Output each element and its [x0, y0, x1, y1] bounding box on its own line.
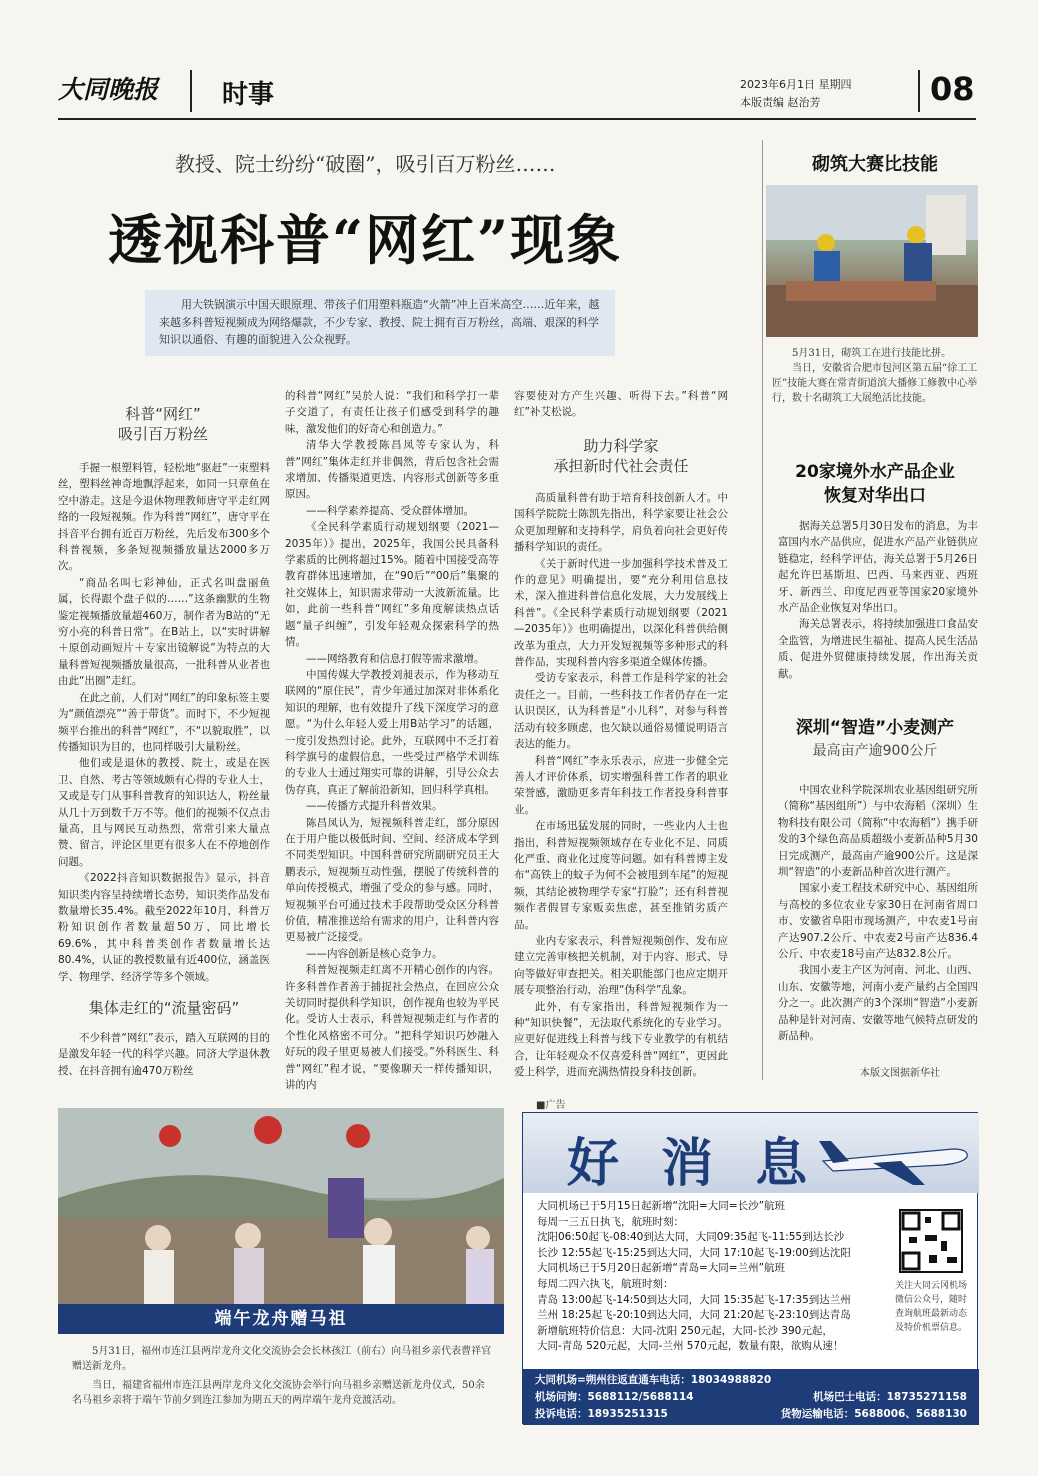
masthead-logo [58, 70, 186, 110]
title-line: 深圳“智造”小麦测产 [795, 718, 955, 738]
headline: 透视科普“网红”现象 [108, 208, 623, 272]
paragraph: 海关总署表示，将持续加强进口食品安全监管，为增进民生福祉、提高人民生活品质、促进外贸健康持续发展，作出海关贡献。 [778, 618, 978, 680]
paragraph: “商品名叫七彩神仙，正式名叫盘丽鱼属，长得跟个盘子似的……”这条幽默的生物鉴定视频播放量超460万，制作者为B站的“无穷小亮的科普日常”。在B站上，以“实时讲解＋原创动画短片＋专家出镜解说”为特点的大量科普短视频播放量很高，一批科普从业者也由此“出圈”走红。 [58, 576, 270, 688]
page-number: 08 [930, 70, 975, 108]
title-line: 最高亩产逾900公斤 [812, 743, 938, 759]
title-line: 恢复对华出口 [824, 486, 926, 506]
ad-line: 每周一三五日执飞，航班时刻： [537, 1215, 684, 1228]
lead-box [145, 290, 615, 356]
ad-footer-row [535, 1389, 967, 1406]
ad-tag: ■广告 [536, 1100, 566, 1111]
col1-subhead [58, 404, 268, 444]
dragon-boat-caption [72, 1344, 492, 1408]
paragraph: 据海关总署5月30日发布的消息，为丰富国内水产品供应，促进水产品产业链供应链稳定，经科学评估，海关总署于5月26日起允许巴基斯坦、巴西、马来西亚、西班牙、新西兰、印度尼西亚等国家20家境外水产品企业恢复对华出口。 [778, 520, 978, 615]
sidebar-story1-title: 砌筑大赛比技能 [812, 154, 938, 175]
section-title: 时事 [222, 80, 275, 110]
col1-subhead-2: 集体走红的“流量密码” [88, 999, 240, 1017]
caption-line: 5月31日，福州市连江县两岸龙舟文化交流协会会长林孩江（前右）向马祖乡亲代表曹祥官赠送新龙舟。 [72, 1346, 492, 1372]
header-rule [58, 118, 976, 120]
photo-title: 端午龙舟赠马祖 [214, 1309, 348, 1329]
paragraph: 国家小麦工程技术研究中心、基因组所与高校的多位农业专家30日在河南省周口市、安徽省阜阳市现场测产，中农麦1号亩产达907.2公斤、中农麦2号亩产达836.4公斤、中农麦18号亩产达832.8公斤。 [778, 882, 978, 961]
ad-footer-item: 投诉电话：18935251315 [535, 1408, 668, 1420]
paragraph: 我国小麦主产区为河南、河北、山西、山东、安徽等地，河南小麦产量约占全国四分之一。此次测产的3个深圳“智造”小麦新品种是针对河南、安徽等地气候特点研发的新品种。 [778, 964, 978, 1043]
paragraph: 《全民科学素质行动规划纲要（2021—2035年）》提出，2025年，我国公民具备科学素质的比例将超过15%。随着中国接受高等教育群体迅速增加，在“90后”“00后”集聚的社交媒体上，知识需求带动一大波新流量。比如，此前一些科普“网红”多角度解读热点话题“量子纠缠”，引发年轻观众探索科学的热情。 [285, 521, 499, 649]
col3-subhead [514, 436, 728, 476]
dragon-boat-photo [58, 1108, 504, 1304]
qr-pattern [901, 1211, 961, 1271]
col1-body-2 [58, 1030, 270, 1080]
photo-title-bar [58, 1304, 504, 1334]
col3-body [514, 490, 728, 1080]
paragraph: 他们或是退休的教授、院士，或是在医卫、自然、考古等领域颇有心得的专业人士，又或是专门从事科普教育的知识达人，粉丝量从几十万到数千万不等。他们的视频不仅点击量高，且与网民互动热烈，常常引来大量点赞、留言，评论区里更有很多人在不停地创作问题。 [58, 757, 270, 868]
kicker: 教授、院士纷纷“破圈”，吸引百万粉丝…… [175, 152, 556, 176]
airplane-icon [813, 1119, 973, 1189]
paragraph: 中国传媒大学教授刘昶表示，作为移动互联网的“原住民”，青少年通过加深对非体系化知识的理解，也有效提升了线下深度学习的意愿。“为什么年轻人爱上用B站学习”的话题，一度引发热烈讨论。此外，互联网中不乏打着科学旗号的虚假信息，一些受过严格学术训练的专业人士通过翔实可靠的讲解，引导公众去伪存真，真正了解前沿新知，回归科学真相。 [285, 668, 499, 796]
dragon-boat-photo-image [58, 1108, 504, 1304]
ad-line: 沈阳06:50起飞-08:40到达大同，大同09:35起飞-11:55到达长沙 [537, 1231, 845, 1244]
col1-body [58, 460, 270, 990]
ad-footer-item: 货物运输电话：5688006、5688130 [780, 1408, 967, 1420]
bricklaying-photo-image [766, 185, 978, 337]
title-line: 20家境外水产品企业 [795, 462, 955, 482]
paragraph: 中国农业科学院深圳农业基因组研究所（简称“基因组所”）与中农海稻（深圳）生物科技有限公司（简称“中农海稻”）携手研发的3个绿色高品质超级小麦新品种5月30日完成测产，最高亩产逾900公斤。这是深圳“智造”的小麦新品种首次进行测产。 [778, 784, 978, 879]
lead-text: 用大铁锅演示中国天眼原理、带孩子们用塑料瓶造“火箭”冲上百米高空……近年来，越来越多科普短视频成为网络爆款，不少专家、教授、院士拥有百万粉丝，高端、艰深的科学知识以通俗、有趣的面貌进入公众视野。 [159, 298, 600, 346]
sidebar-credit: 本版文图据新华社 [860, 1068, 940, 1079]
caption-line: 当日，安徽省合肥市包河区第五届“徐工工匠”技能大赛在常青街道滨大播修工修教中心举行，数十名砌筑工大展绝活比技能。 [772, 363, 978, 404]
paragraph: ——网络教育和信息打假等需求激增。 [306, 652, 485, 665]
qr-code-icon [899, 1209, 963, 1273]
col3-subhead-line2: 承担新时代社会责任 [553, 457, 689, 475]
bricklaying-photo [766, 185, 978, 337]
ad-title: 好 消 息 [567, 1133, 820, 1194]
col1-subhead-line2: 吸引百万粉丝 [117, 425, 208, 443]
paragraph: 在市场迅猛发展的同时，一些业内人士也指出，科普短视频领域存在专业化不足、同质化严重、商业化过度等问题。如有科普博主发布“高铁上的蚊子为何不会被甩到车尾”的短视频，其结论被物理学专家“打脸”；还有科普视频作者假冒专家贩卖焦虑，甚至推销劣质产品。 [514, 820, 728, 931]
ad-line: 青岛 13:00起飞-14:50到达大同，大同 15:35起飞-17:35到达兰州 [537, 1293, 851, 1306]
ad-footer-line: 大同机场=朔州往返直通车电话：18034988820 [535, 1374, 772, 1386]
ad-line: 大同-青岛 520元起，大同-兰州 570元起，数量有限，欲购从速！ [537, 1340, 844, 1353]
column-rule-right [762, 140, 763, 1080]
ad-line: 长沙 12:55起飞-15:25到达大同，大同 17:10起飞-19:00到达沈阳 [537, 1246, 851, 1259]
paragraph: 业内专家表示，科普短视频创作、发布应建立完善审核把关机制，对于内容、形式、导向等做好审查把关。相关职能部门也应定期开展专项整治行动，治理“伪科学”乱象。 [514, 934, 728, 997]
logo-text: 大同晚报 [58, 75, 159, 104]
ad-banner [523, 1113, 979, 1193]
paragraph: ——科学素养提高、受众群体增加。 [306, 504, 474, 517]
caption-line: 当日，福建省福州市连江县两岸龙舟文化交流协会举行向马祖乡亲赠送新龙舟仪式，50余名马祖乡亲将于端午节前夕到连江参加为期五天的两岸端午龙舟竞渡活动。 [72, 1380, 485, 1406]
col2-body [285, 388, 499, 1092]
paragraph: 科普“网红”李永乐表示，应进一步健全完善人才评价体系，切实增强科普工作者的职业荣誉感，激励更多青年科技工作者投身科普事业。 [514, 754, 728, 816]
ad-box [522, 1112, 978, 1424]
ad-line: 每周二四六执飞，航班时刻： [537, 1277, 674, 1290]
date-line: 2023年6月1日 星期四 [740, 78, 852, 91]
header-divider-left [190, 70, 192, 112]
ad-line: 大同机场已于5月15日起新增“沈阳=大同=长沙”航班 [537, 1200, 786, 1212]
paragraph: 受访专家表示，科普工作是科学家的社会责任之一。目前，一些科技工作者仍存在一定认识误区，认为科普是“小儿科”，对参与科普活动有较多顾虑，也欠缺以通俗易懂说明语言表达的能力。 [514, 672, 728, 751]
paragraph: 在此之前，人们对“网红”的印象标签主要为“颜值漂亮”“善于带货”。而时下，不少短视频平台推出的科普“网红”，不“以貌取胜”，以传播知识为目的，也同样吸引大量粉丝。 [58, 691, 270, 753]
col3-body-top [514, 388, 728, 424]
paragraph: 的科普“网红”吴於人说：“我们和科学打一辈子交道了，有责任让孩子们感受到科学的趣味，激发他们的好奇心和创造力。” [285, 390, 499, 435]
paragraph: 此外，有专家指出，科普短视频作为一种“知识快餐”，无法取代系统化的专业学习。应更好促进线上科普与线下专业教学的有机结合，让年轻观众不仅喜爱科普“网红”，更因此爱上科学，进而充满热情投身科技创新。 [514, 1000, 728, 1079]
ad-line: 兰州 18:25起飞-20:10到达大同，大同 21:20起飞-23:10到达青岛 [537, 1309, 851, 1322]
editor-line: 本版责编 赵治芳 [740, 96, 821, 109]
sidebar-story2-body [778, 518, 978, 678]
ad-line: 大同机场已于5月20日起新增“青岛=大同=兰州”航班 [537, 1262, 786, 1275]
paragraph: 手握一根塑料管，轻松地“驱赶”一束塑料丝，塑料丝神奇地飘浮起来，如同一只章鱼在空中游走。这是今退休物理教师唐守平走红网络的一段短视频。作为科普“网红”，唐守平在抖音平台拥有近百万粉丝，先后发布300多个科普视频，多条短视频播放量达2000多万次。 [58, 462, 270, 573]
paragraph: 陈昌凤认为，短视频科普走红，部分原因在于用户能以极低时间、空间、经济成本学到不同类型知识。中国科普研究所副研究员王大鹏表示，短视频互动性强，摆脱了传统科普的单向传授模式，增强了受众的参与感。同时，短视频平台可通过技术手段帮助受众区分科普价值，精准推送给有需求的用户，让科普内容更易被广泛接受。 [285, 816, 499, 944]
paragraph: 《关于新时代进一步加强科学技术普及工作的意见》明确提出，要“充分利用信息技术，深入推进科普信息化发展，大力发展线上科普”。《全民科学素质行动规划纲要（2021—2035年）》也明确提出，以深化科普供给侧改革为重点，大力开发短视频等多种形式的科普作品，实现科普内容多渠道全媒体传播。 [514, 557, 728, 669]
ad-flight-lines [537, 1199, 887, 1355]
ad-footer-item: 机场巴士电话：18735271158 [813, 1391, 967, 1403]
paragraph: 《2022抖音知识数据报告》显示，抖音知识类内容呈持续增长态势，知识类作品发布数量增长35.4%。截至2022年10月，科普万粉知识创作者数量超50万，同比增长69.6%，其中科普类创作者数量增长达80.4%，认证的教授数量有近400位，涵盖医学、物理学、经济学等多个领域。 [58, 872, 270, 983]
ad-footer [523, 1369, 979, 1425]
paragraph: 清华大学教授陈昌凤等专家认为，科普“网红”集体走红并非偶然，背后包含社会需求增加、传播渠道更迭、内容形式创新等多重原因。 [285, 439, 499, 501]
col1-subhead-line1: 科普“网红” [125, 405, 201, 423]
sidebar-story1-caption [772, 346, 978, 406]
ad-footer-row [535, 1406, 967, 1423]
sidebar-story3-title [772, 716, 978, 762]
paragraph: 高质量科普有助于培育科技创新人才。中国科学院院士陈凯先指出，科学家要让社会公众更加理解和支持科学，肩负着向社会更好传播科学知识的责任。 [514, 492, 728, 554]
col3-subhead-line1: 助力科学家 [583, 437, 659, 455]
header-divider-right [918, 70, 920, 112]
caption-line: 5月31日，砌筑工在进行技能比拼。 [792, 348, 952, 359]
sidebar-story3-body [778, 782, 978, 1062]
paragraph: 容要使对方产生兴趣、听得下去。”科普“网红”补艾松说。 [514, 390, 728, 419]
paragraph: ——传播方式提升科普效果。 [306, 800, 443, 813]
qr-caption: 关注大同云冈机场微信公众号，随时查询航班最新动态及特价机票信息。 [895, 1281, 968, 1333]
sidebar-story2-title [772, 460, 978, 508]
ad-footer-item: 机场问询：5688112/5688114 [535, 1391, 694, 1403]
paragraph: ——内容创新是核心竞争力。 [306, 947, 443, 960]
ad-line: 新增航班特价信息：大同-沈阳 250元起，大同-长沙 390元起， [537, 1324, 833, 1337]
paragraph: 不少科普“网红”表示，踏入互联网的目的是激发年轻一代的科学兴趣。同济大学退休教授、在抖音拥有逾470万粉丝 [58, 1032, 270, 1077]
paragraph: 科普短视频走红离不开精心创作的内容。许多科普作者善于捕捉社会热点，在回应公众关切同时提供科学知识，创作视角也较为平民化。受访人士表示，科普短视频走红与作者的个性化风格密不可分。“把科学知识巧妙融入好玩的段子里更易被人们接受。”外科医生、科普“网红”程才说，“要像聊天一样传播知识，讲的内 [285, 964, 499, 1092]
